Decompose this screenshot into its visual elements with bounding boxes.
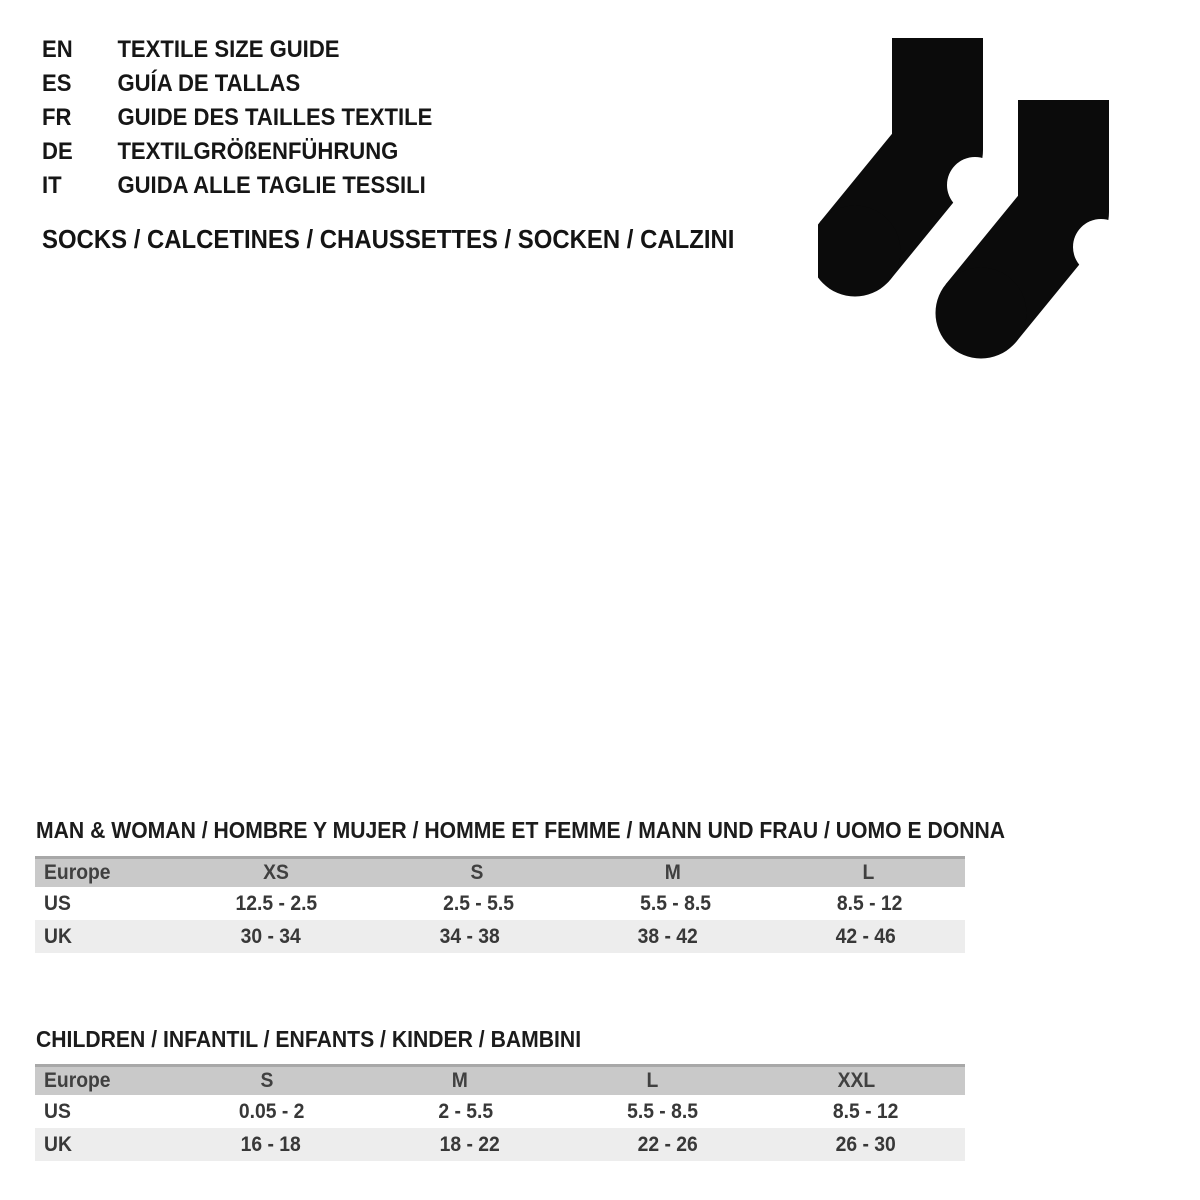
- row-label-cell: UK: [44, 1132, 72, 1156]
- sock-heel-cutout: [947, 157, 1003, 213]
- header-cell-region: Europe: [44, 861, 111, 884]
- table-title-children: CHILDREN / INFANTIL / ENFANTS / KINDER / BAMBINI: [36, 1026, 582, 1052]
- guide-title-en: TEXTILE SIZE GUIDE: [117, 36, 340, 63]
- header-cell-size-m: M: [452, 1069, 469, 1092]
- language-code-it: IT: [42, 172, 62, 199]
- header-cell-size-s: S: [261, 1069, 274, 1092]
- language-row-fr: [42, 101, 432, 135]
- language-title-block: [42, 33, 466, 203]
- row-label-cell: UK: [44, 924, 72, 948]
- size-value-cell: 34 - 38: [439, 924, 500, 948]
- guide-title-fr: GUIDE DES TAILLES TEXTILE: [117, 104, 433, 131]
- header-cell-size-xxl: XXL: [837, 1069, 875, 1092]
- size-value-cell: 12.5 - 2.5: [235, 891, 318, 915]
- language-row-en: [42, 33, 432, 67]
- row-label-cell: US: [44, 891, 71, 915]
- header-cell-region: Europe: [44, 1069, 111, 1092]
- socks-icon: [818, 35, 1118, 365]
- size-value-cell: 30 - 34: [241, 924, 302, 948]
- header-cell-size-xs: XS: [263, 861, 289, 884]
- language-row-es: [42, 67, 432, 101]
- header-cell-size-m: M: [665, 861, 682, 884]
- language-code-en: EN: [42, 36, 73, 63]
- size-value-cell: 2 - 5.5: [438, 1099, 494, 1123]
- category-title: SOCKS / CALCETINES / CHAUSSETTES / SOCKEN / CALZINI: [42, 224, 735, 254]
- row-label-cell: US: [44, 1099, 71, 1123]
- language-row-it: [42, 169, 432, 203]
- guide-title-de: TEXTILGRÖßENFÜHRUNG: [117, 138, 399, 165]
- size-value-cell: 8.5 - 12: [836, 891, 903, 915]
- table-row-us: [35, 1095, 965, 1128]
- size-value-cell: 42 - 46: [835, 924, 896, 948]
- table-row-uk: [35, 920, 965, 953]
- size-value-cell: 38 - 42: [637, 924, 698, 948]
- header-cell-size-l: L: [646, 1069, 659, 1092]
- language-code-de: DE: [42, 138, 73, 165]
- size-value-cell: 16 - 18: [241, 1132, 302, 1156]
- guide-title-it: GUIDA ALLE TAGLIE TESSILI: [117, 172, 426, 199]
- size-value-cell: 5.5 - 8.5: [627, 1099, 698, 1123]
- table-row-uk: [35, 1128, 965, 1161]
- table-title-man-woman: MAN & WOMAN / HOMBRE Y MUJER / HOMME ET FEMME / MANN UND FRAU / UOMO E DONNA: [36, 817, 1006, 843]
- header-cell-size-s: S: [470, 861, 484, 884]
- language-code-fr: FR: [42, 104, 72, 131]
- language-code-es: ES: [42, 70, 72, 97]
- size-value-cell: 5.5 - 8.5: [640, 891, 712, 915]
- size-value-cell: 2.5 - 5.5: [443, 891, 515, 915]
- size-value-cell: 8.5 - 12: [832, 1099, 898, 1123]
- size-value-cell: 26 - 30: [835, 1132, 896, 1156]
- size-value-cell: 22 - 26: [637, 1132, 698, 1156]
- header-cell-size-l: L: [862, 861, 875, 884]
- table-header-row: [35, 1064, 965, 1095]
- guide-title-es: GUÍA DE TALLAS: [117, 70, 301, 97]
- size-table-man-woman: [35, 856, 965, 953]
- size-value-cell: 0.05 - 2: [239, 1099, 305, 1123]
- size-value-cell: 18 - 22: [439, 1132, 500, 1156]
- table-row-us: [35, 887, 965, 920]
- table-header-row: [35, 856, 965, 887]
- size-table-children: [35, 1064, 965, 1161]
- language-row-de: [42, 135, 432, 169]
